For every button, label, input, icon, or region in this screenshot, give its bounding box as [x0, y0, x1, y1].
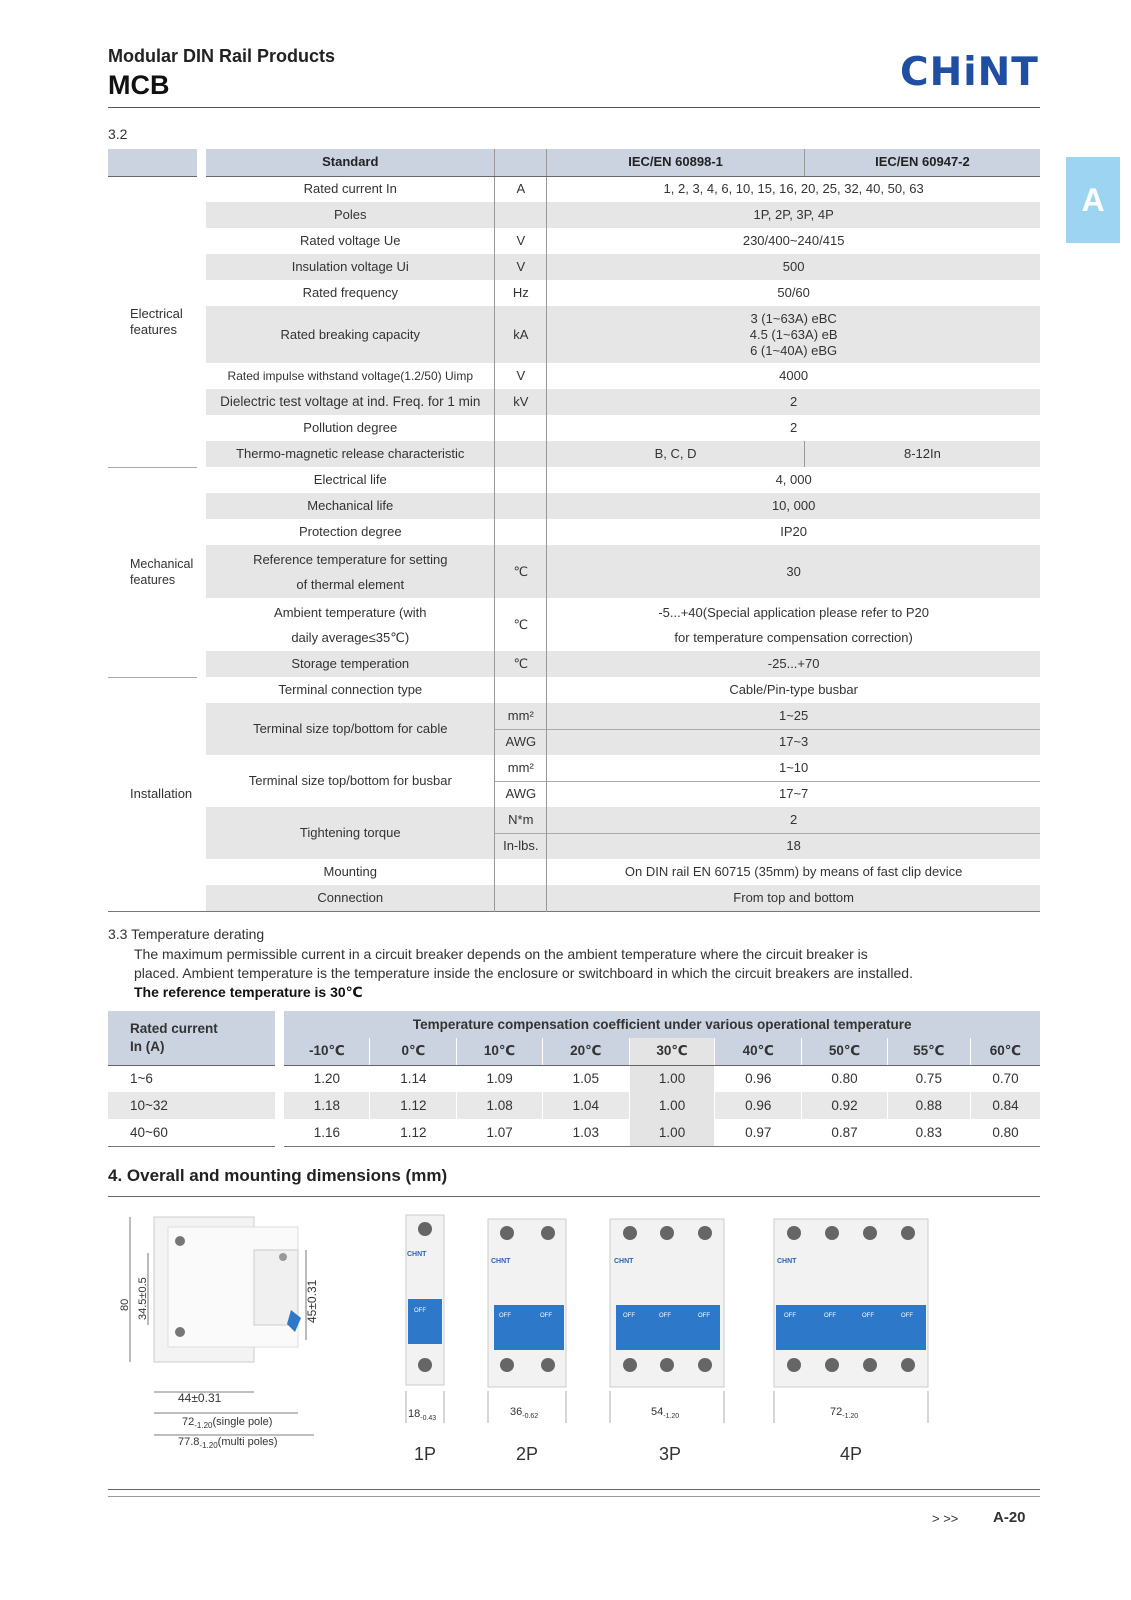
- row-unit: [495, 441, 547, 467]
- coefficient-cell: 0.97: [715, 1119, 802, 1146]
- side-tab: A: [1066, 157, 1120, 243]
- row-current: 1~6: [108, 1065, 275, 1092]
- row-unit: Hz: [495, 280, 547, 306]
- svg-text:OFF: OFF: [540, 1313, 552, 1319]
- row-unit: In-lbs.: [495, 833, 547, 859]
- page-title: MCB: [108, 70, 170, 100]
- footer-nav[interactable]: > >>: [932, 1511, 959, 1526]
- coefficient-cell: 1.20: [284, 1065, 369, 1092]
- coefficient-cell: 0.84: [970, 1092, 1040, 1119]
- paragraph: placed. Ambient temperature is the temperature inside the enclosure or switchboard in which the circuit breakers are installed.: [134, 965, 913, 981]
- row-name: Rated current In: [206, 176, 495, 202]
- row-name: Rated frequency: [206, 280, 495, 306]
- row-name: Poles: [206, 202, 495, 228]
- table-row: [108, 1119, 1040, 1146]
- coefficient-cell: 1.14: [370, 1065, 457, 1092]
- coefficient-cell: 0.83: [887, 1119, 970, 1146]
- row-unit: [495, 493, 547, 519]
- row-value: 4, 000: [547, 467, 1040, 493]
- svg-text:OFF: OFF: [499, 1313, 511, 1319]
- temp-header: 30℃: [629, 1038, 714, 1065]
- coefficient-cell: 0.80: [802, 1065, 887, 1092]
- row-value: 230/400~240/415: [547, 228, 1040, 254]
- label-3p: 3P: [659, 1444, 682, 1464]
- row-name: Dielectric test voltage at ind. Freq. for 1 min: [206, 389, 495, 415]
- reference-temp-note: The reference temperature is 30℃: [134, 984, 363, 1000]
- page-number: A-20: [993, 1509, 1026, 1526]
- coefficient-cell: 0.87: [802, 1119, 887, 1146]
- standard-header: Standard: [206, 149, 495, 176]
- row-value: 1P, 2P, 3P, 4P: [547, 202, 1040, 228]
- row-unit: [495, 677, 547, 703]
- device-4p: [774, 1219, 928, 1387]
- row-value: 8-12In: [804, 441, 1040, 467]
- row-current: 10~32: [108, 1092, 275, 1119]
- row-name: Pollution degree: [206, 415, 495, 441]
- footer-divider-2: [108, 1496, 1040, 1497]
- row-unit: A: [495, 176, 547, 202]
- temp-header: 40℃: [715, 1038, 802, 1065]
- svg-text:CHNT: CHNT: [407, 1251, 427, 1258]
- row-unit: N*m: [495, 807, 547, 833]
- row-unit: [495, 519, 547, 545]
- coefficient-cell: 0.70: [970, 1065, 1040, 1092]
- coefficient-header: Temperature compensation coefficient under various operational temperature: [284, 1011, 1040, 1038]
- row-unit: mm²: [495, 755, 547, 781]
- row-unit: V: [495, 228, 547, 254]
- coefficient-cell: 1.03: [542, 1119, 629, 1146]
- row-unit: ℃: [495, 651, 547, 677]
- coefficient-cell: 0.96: [715, 1065, 802, 1092]
- table-row: [108, 1065, 1040, 1092]
- row-value: -5...+40(Special application please refer to P20 for temperature compensation correction): [547, 598, 1040, 651]
- temp-header: 60℃: [970, 1038, 1040, 1065]
- row-value: 30: [547, 545, 1040, 598]
- row-value: 2: [547, 807, 1040, 833]
- dim-depth: 44±0.31: [178, 1391, 222, 1405]
- rated-current-header: Rated current In (A): [108, 1011, 275, 1065]
- svg-text:OFF: OFF: [862, 1313, 874, 1319]
- row-current: 40~60: [108, 1119, 275, 1146]
- dim-mid: 34.5±0.5: [137, 1277, 149, 1320]
- device-3p: [610, 1219, 724, 1387]
- temp-header: 0℃: [370, 1038, 457, 1065]
- iec1-header: IEC/EN 60898-1: [547, 149, 805, 176]
- derating-table: [108, 1011, 1040, 1147]
- dim-3p: $54_{-1.20}$: [651, 1406, 680, 1420]
- row-name: Terminal size top/bottom for cable: [206, 703, 495, 755]
- row-name: Protection degree: [206, 519, 495, 545]
- section-33-title: 3.3 Temperature derating: [108, 926, 265, 942]
- row-name: Rated voltage Ue: [206, 228, 495, 254]
- row-value: 17~7: [547, 781, 1040, 807]
- dim-2p: $36_{-0.62}$: [510, 1406, 539, 1420]
- device-1p: [406, 1215, 444, 1385]
- coefficient-cell: 1.09: [457, 1065, 542, 1092]
- dim-4p: $72_{-1.20}$: [830, 1406, 859, 1420]
- svg-text:OFF: OFF: [901, 1313, 913, 1319]
- row-unit: ℃: [495, 545, 547, 598]
- label-1p: 1P: [414, 1444, 437, 1464]
- dim-single: $72_{-1.20}(single$ pole): [182, 1416, 273, 1430]
- temp-header: 20℃: [542, 1038, 629, 1065]
- row-value: 1, 2, 3, 4, 6, 10, 15, 16, 20, 25, 32, 40, 50, 63: [547, 176, 1040, 202]
- row-value: 10, 000: [547, 493, 1040, 519]
- unit-header: [495, 149, 547, 176]
- section-label: 3.2: [108, 126, 128, 142]
- coefficient-cell: 1.18: [284, 1092, 369, 1119]
- row-value: 18: [547, 833, 1040, 859]
- row-unit: AWG: [495, 729, 547, 755]
- row-value: 500: [547, 254, 1040, 280]
- row-value: 2: [547, 415, 1040, 441]
- coefficient-cell: 1.00: [629, 1119, 714, 1146]
- row-unit: [495, 859, 547, 885]
- row-value: 2: [547, 389, 1040, 415]
- row-name: Tightening torque: [206, 807, 495, 859]
- svg-text:OFF: OFF: [698, 1313, 710, 1319]
- section-divider: [108, 1196, 1040, 1197]
- row-value: IP20: [547, 519, 1040, 545]
- svg-text:CHNT: CHNT: [491, 1258, 511, 1265]
- row-name: Rated impulse withstand voltage(1.2/50) Uimp: [206, 363, 495, 389]
- table-row: [108, 1092, 1040, 1119]
- row-value: From top and bottom: [547, 885, 1040, 911]
- svg-text:OFF: OFF: [659, 1313, 671, 1319]
- coefficient-cell: 1.12: [370, 1119, 457, 1146]
- coefficient-cell: 0.96: [715, 1092, 802, 1119]
- row-value: On DIN rail EN 60715 (35mm) by means of fast clip device: [547, 859, 1040, 885]
- coefficient-cell: 0.80: [970, 1119, 1040, 1146]
- svg-text:OFF: OFF: [623, 1313, 635, 1319]
- coefficient-cell: 1.04: [542, 1092, 629, 1119]
- header-category: Modular DIN Rail Products: [108, 46, 336, 66]
- dim-height: 80: [119, 1298, 131, 1311]
- row-name: Mounting: [206, 859, 495, 885]
- row-unit: kV: [495, 389, 547, 415]
- side-view-device: [154, 1217, 301, 1362]
- chint-logo: CHiNT: [900, 50, 1039, 95]
- row-value: 50/60: [547, 280, 1040, 306]
- row-name: Rated breaking capacity: [206, 306, 495, 363]
- coefficient-cell: 0.88: [887, 1092, 970, 1119]
- row-unit: mm²: [495, 703, 547, 729]
- row-name: Ambient temperature (with daily average≤35℃): [206, 598, 495, 651]
- row-name: Storage temperation: [206, 651, 495, 677]
- row-value: B, C, D: [547, 441, 805, 467]
- row-unit: [495, 202, 547, 228]
- label-2p: 2P: [516, 1444, 539, 1464]
- dim-multi: $77.8_{-1.20}(multi$ poles): [178, 1436, 278, 1450]
- row-name: Mechanical life: [206, 493, 495, 519]
- section-4-title: 4. Overall and mounting dimensions (mm): [108, 1166, 448, 1185]
- corner-cell: [108, 149, 197, 176]
- temp-header: 50℃: [802, 1038, 887, 1065]
- coefficient-cell: 1.07: [457, 1119, 542, 1146]
- row-name: Electrical life: [206, 467, 495, 493]
- row-unit: kA: [495, 306, 547, 363]
- row-value: Cable/Pin-type busbar: [547, 677, 1040, 703]
- svg-text:OFF: OFF: [784, 1313, 796, 1319]
- coefficient-cell: 1.12: [370, 1092, 457, 1119]
- paragraph: The maximum permissible current in a circuit breaker depends on the ambient temperature where the circuit breaker is: [134, 946, 868, 962]
- row-unit: [495, 885, 547, 911]
- device-2p: [488, 1219, 566, 1387]
- row-value: 4000: [547, 363, 1040, 389]
- row-value: 1~10: [547, 755, 1040, 781]
- row-unit: ℃: [495, 598, 547, 651]
- row-value: 3 (1~63A) eBC 4.5 (1~63A) eB 6 (1~40A) eBG: [547, 306, 1040, 363]
- temp-header: -10℃: [284, 1038, 369, 1065]
- row-value: -25...+70: [547, 651, 1040, 677]
- svg-text:CHNT: CHNT: [614, 1258, 634, 1265]
- dimensions-drawing: [108, 1205, 1028, 1465]
- temp-header: 55℃: [887, 1038, 970, 1065]
- row-unit: AWG: [495, 781, 547, 807]
- row-name: Insulation voltage Ui: [206, 254, 495, 280]
- row-unit: [495, 415, 547, 441]
- footer-divider-1: [108, 1489, 1040, 1490]
- svg-text:OFF: OFF: [414, 1308, 426, 1314]
- row-name: Thermo-magnetic release characteristic: [206, 441, 495, 467]
- spec-table: [108, 149, 1040, 912]
- svg-text:OFF: OFF: [824, 1313, 836, 1319]
- row-name: Reference temperature for setting of thermal element: [206, 545, 495, 598]
- iec2-header: IEC/EN 60947-2: [804, 149, 1040, 176]
- dim-right: 45±0.31: [305, 1279, 319, 1323]
- row-unit: V: [495, 363, 547, 389]
- group-mechanical: Mechanical features: [108, 467, 197, 677]
- coefficient-cell: 1.00: [629, 1092, 714, 1119]
- group-installation: Installation: [108, 677, 197, 911]
- row-name: Terminal size top/bottom for busbar: [206, 755, 495, 807]
- header-divider: [108, 107, 1040, 108]
- row-name: Connection: [206, 885, 495, 911]
- svg-text:CHNT: CHNT: [777, 1258, 797, 1265]
- row-unit: [495, 467, 547, 493]
- group-electrical: Electrical features: [108, 176, 197, 467]
- coefficient-cell: 0.92: [802, 1092, 887, 1119]
- coefficient-cell: 1.05: [542, 1065, 629, 1092]
- row-value: 17~3: [547, 729, 1040, 755]
- label-4p: 4P: [840, 1444, 863, 1464]
- coefficient-cell: 1.16: [284, 1119, 369, 1146]
- coefficient-cell: 1.08: [457, 1092, 542, 1119]
- temp-header: 10℃: [457, 1038, 542, 1065]
- row-value: 1~25: [547, 703, 1040, 729]
- dim-1p: $18_{-0.43}$: [408, 1408, 437, 1422]
- coefficient-cell: 1.00: [629, 1065, 714, 1092]
- row-unit: V: [495, 254, 547, 280]
- row-name: Terminal connection type: [206, 677, 495, 703]
- coefficient-cell: 0.75: [887, 1065, 970, 1092]
